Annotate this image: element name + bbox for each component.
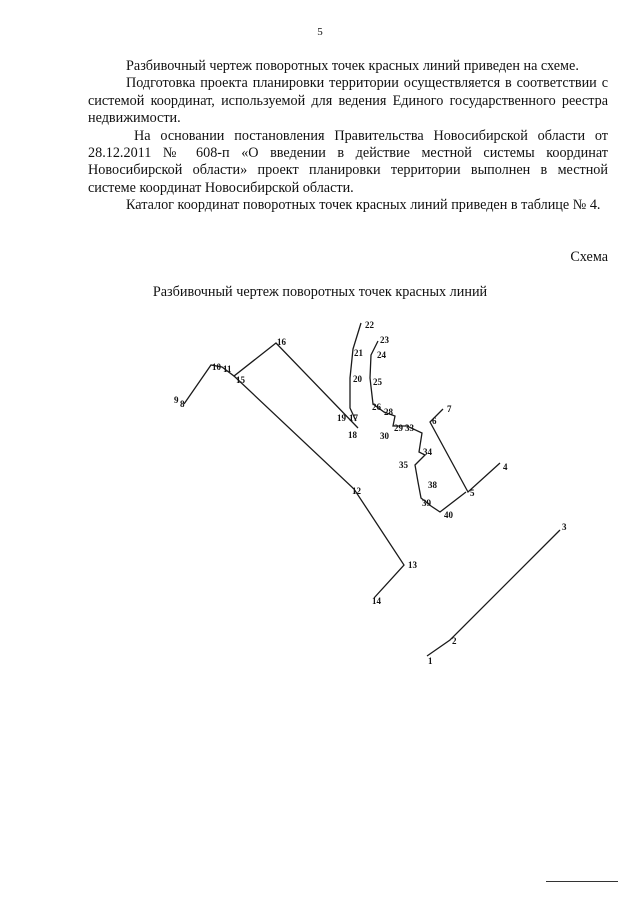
- point-label-23: 23: [380, 335, 389, 345]
- point-label-35: 35: [399, 460, 408, 470]
- point-label-38: 38: [428, 480, 437, 490]
- point-label-6: 6: [432, 416, 437, 426]
- point-label-26: 26: [372, 402, 381, 412]
- point-label-28: 28: [384, 407, 393, 417]
- point-label-21: 21: [354, 348, 363, 358]
- point-label-8: 8: [180, 399, 185, 409]
- paragraph-coordinate-system: Подготовка проекта планировки территории осуществляется в соответствии с системой координат, используемой для ведения Единого государственного реестра недвижимости.: [88, 75, 608, 127]
- page-number: 5: [317, 26, 323, 38]
- point-label-29: 29: [394, 423, 403, 433]
- point-label-22: 22: [365, 320, 374, 330]
- point-label-34: 34: [423, 447, 432, 457]
- point-label-1: 1: [428, 656, 433, 666]
- point-label-39: 39: [422, 498, 431, 508]
- scheme-label: Схема: [570, 249, 608, 265]
- point-label-18: 18: [348, 430, 357, 440]
- point-label-25: 25: [373, 377, 382, 387]
- point-label-40: 40: [444, 510, 453, 520]
- point-label-17: 17: [349, 413, 358, 423]
- point-label-3: 3: [562, 522, 567, 532]
- point-label-9: 9: [174, 395, 179, 405]
- red-line-strip-right: [370, 341, 466, 512]
- point-label-13: 13: [408, 560, 417, 570]
- point-label-11: 11: [223, 364, 232, 374]
- paragraph-catalog-ref: Каталог координат поворотных точек красных линий приведен в таблице № 4.: [126, 197, 601, 214]
- footer-rule: [546, 881, 618, 882]
- paragraph-scheme-ref: Разбивочный чертеж поворотных точек красных линий приведен на схеме.: [126, 58, 579, 74]
- point-label-24: 24: [377, 350, 386, 360]
- drawing-title: Разбивочный чертеж поворотных точек красных линий: [152, 284, 488, 300]
- point-label-33: 33: [405, 423, 414, 433]
- red-line-southeast: [427, 530, 560, 656]
- point-label-5: 5: [470, 488, 475, 498]
- red-line-east: [430, 409, 500, 492]
- point-label-2: 2: [452, 636, 457, 646]
- point-label-15: 15: [236, 375, 245, 385]
- point-label-20: 20: [353, 374, 362, 384]
- point-label-16: 16: [277, 337, 286, 347]
- point-label-10: 10: [212, 362, 221, 372]
- point-label-30: 30: [380, 431, 389, 441]
- point-label-19: 19: [337, 413, 346, 423]
- point-label-4: 4: [503, 462, 508, 472]
- red-line-strip-left: [350, 323, 361, 421]
- point-label-14: 14: [372, 596, 381, 606]
- paragraph-resolution: На основании постановления Правительства Новосибирской области от 28.12.2011 № 608-п «О введении в действие местной системы координат Новосибирской области» проект планировки территории выполнен в местной системе координат Новосибирской области.: [88, 127, 608, 196]
- point-label-7: 7: [447, 404, 452, 414]
- red-line-west: [184, 343, 358, 428]
- point-label-12: 12: [352, 486, 361, 496]
